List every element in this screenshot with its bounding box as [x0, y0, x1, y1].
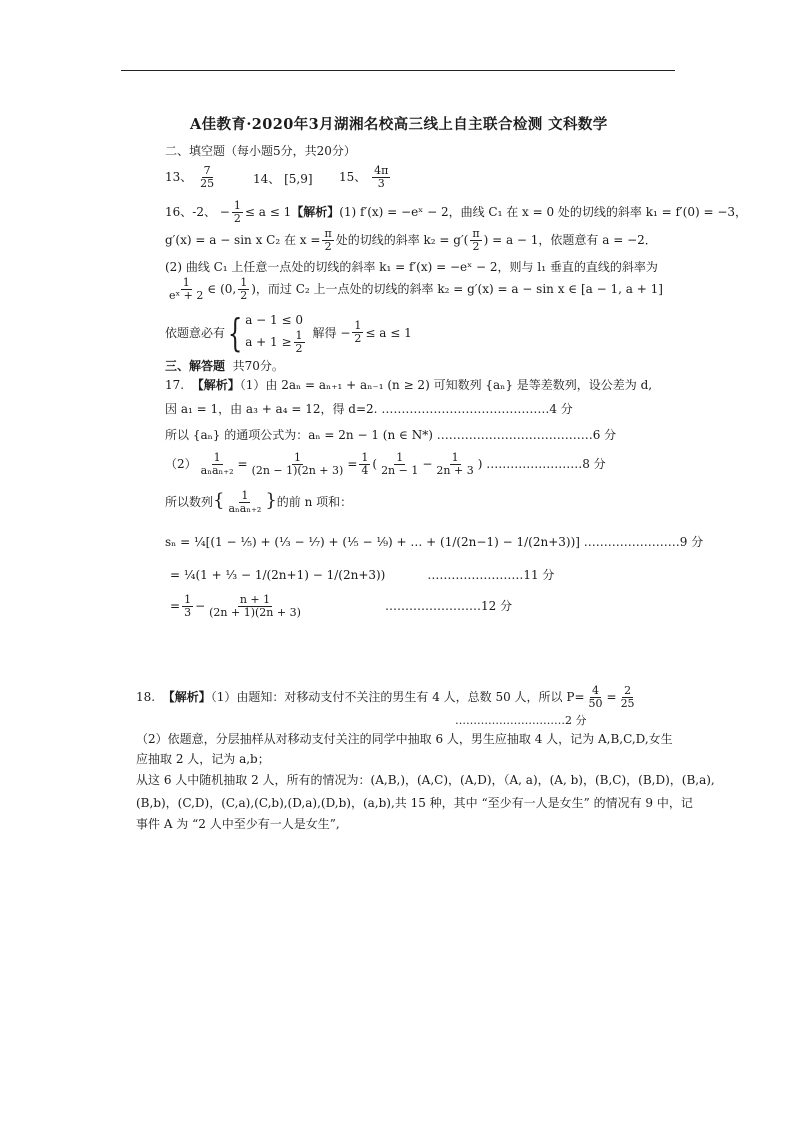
q18-text-1: （1）由题知：对移动支付不关注的男生有 4 人，总数 50 人，所以 P=: [210, 690, 585, 704]
q16-line-5: [165, 310, 412, 355]
q16-sys-row-2: [245, 330, 306, 355]
q18-line-6: 事件 A 为 “2 人中至少有一人是女生”,: [136, 817, 340, 831]
q16-text-4a: ∈ (0,: [207, 282, 237, 296]
q16-half-num: 1: [233, 199, 241, 212]
q17-final-minus: −: [195, 599, 206, 613]
q16-line-1: [165, 200, 747, 225]
q17-line-4: [165, 452, 606, 477]
q16-sol-den: 2: [354, 332, 362, 345]
q14-label: 14、: [253, 172, 281, 186]
q17-f3-den: 4: [361, 464, 369, 477]
sec3-tail: 共70分。: [232, 359, 284, 373]
q18-line-5: (B,b)，(C,D)，(C,a),(C,b),(D,a),(D,b)，(a,b),共 15 种，其中 “至少有一人是女生” 的情况有 9 中，记: [136, 796, 693, 810]
q16-half2-den: 2: [240, 289, 248, 302]
q17-series-frac: [226, 490, 263, 515]
q15-label: 15、: [339, 170, 367, 184]
q18-analysis-tag: 【解析】: [162, 690, 211, 704]
q15-num: 4π: [374, 164, 389, 177]
q17-final-f1-num: 1: [184, 593, 192, 606]
q17-text-1: （1）由 2aₙ = aₙ₊₁ + aₙ₋₁ (n ≥ 2) 可知数列 {aₙ} 是等差数列，设公差为 d,: [239, 378, 653, 392]
q17-final-f2-den: (2n + 1)(2n + 3): [209, 606, 301, 619]
q17-f1-num: 1: [213, 451, 221, 464]
q17-eq1: =: [237, 457, 248, 471]
q17-score-9: ……………………9 分: [583, 535, 704, 549]
q16-line-4: [165, 277, 663, 302]
q17-final-f2: [207, 594, 303, 619]
left-brace-icon: {: [227, 310, 243, 355]
q16-pi-num-2: π: [472, 227, 480, 240]
q16-line-2: [165, 228, 657, 253]
q18-line-1: [136, 685, 639, 710]
q18-f1-den: 50: [588, 697, 603, 710]
q17-f2-num: 1: [293, 451, 301, 464]
right-brace-icon: }: [265, 490, 277, 511]
q13-den: 25: [200, 177, 215, 190]
q17-text-5a: 所以数列: [165, 495, 214, 509]
q16-text-2a: g′(x) = a − sin x C₂ 在 x =: [165, 233, 321, 247]
q17-score-4: ……………………………………4 分: [381, 402, 573, 416]
q16-label: 16、-2、: [165, 205, 216, 219]
q17-f4: [379, 452, 420, 477]
q16-minus: −: [219, 205, 230, 219]
sec3-head: 三、解答题: [165, 359, 226, 373]
q18-line-3: 应抽取 2 人，记为 a,b；: [136, 752, 270, 766]
answer-13: [165, 165, 218, 190]
q16-recip-den: eˣ + 2: [169, 289, 204, 302]
q16-sys-den: 2: [295, 342, 303, 355]
q16-pi-den: 2: [324, 240, 332, 253]
q17-f2: [250, 452, 346, 477]
q17-score-6: …………………………………6 分: [436, 428, 617, 442]
q17-f5-num: 1: [451, 451, 459, 464]
q17-score-11: ……………………11 分: [427, 568, 555, 582]
q18-score-2: …………………………2 分: [455, 714, 587, 727]
q16-text-2c: ) = a − 1，依题意有 a = −2．: [483, 233, 657, 247]
q17-line-8: [170, 594, 512, 619]
q13-label: 13、: [165, 170, 193, 184]
left-brace-icon: {: [213, 490, 225, 511]
q17-f3: [359, 452, 370, 477]
q16-system: [165, 310, 412, 355]
q16-sys-frac: [294, 330, 305, 355]
q17-f3-num: 1: [361, 451, 369, 464]
q16-sol-num: 1: [354, 319, 362, 332]
q17-line-5: [165, 490, 352, 515]
q18-f1-num: 4: [592, 684, 599, 697]
q15-den: 3: [377, 177, 385, 190]
q17-final-f1-den: 3: [184, 606, 192, 619]
q16-text-5-mid: 解得 −: [312, 325, 351, 340]
section-answer-heading: [165, 357, 284, 375]
q18-f2-num: 2: [624, 684, 632, 697]
q17-score-8: ……………………8 分: [486, 457, 606, 471]
q18-line-4: 从这 6 人中随机抽取 2 人，所有的情况为：(A,B,)，(A,C)，(A,D)，（A, a)，(A, b)，(B,C)，(B,D)，(B,a),: [136, 773, 715, 787]
q16-recip-num: 1: [182, 276, 190, 289]
q17-f1-den: aₙaₙ₊₂: [200, 464, 234, 477]
q17-sum-expansion: sₙ = ¼[(1 − ⅕) + (⅓ − ⅐) + (⅕ − ⅑) + … + (1/(2n−1) − 1/(2n+3))]: [165, 535, 580, 549]
q17-f5-den: 2n + 3: [436, 464, 474, 477]
q16-text-2b: 处的切线的斜率 k₂ = g′(: [335, 233, 469, 247]
q18-eq: =: [606, 690, 617, 704]
q17-text-2: 因 a₁ = 1，由 a₃ + a₄ = 12，得 d=2.: [165, 402, 378, 416]
q14-value: [5,9]: [284, 172, 313, 186]
q17-line-6: [165, 533, 703, 551]
q17-text-3: 所以 {aₙ} 的通项公式为：aₙ = 2n − 1 (n ∈ N*): [165, 428, 433, 442]
q17-line-1: [165, 376, 652, 394]
q17-f5: [434, 452, 475, 477]
q16-text-5-lead: 依题意必有: [165, 325, 226, 340]
q18-f2: [619, 685, 637, 710]
q17-paren-open: (: [372, 457, 378, 471]
q16-text-1: (1) f′(x) = −eˣ − 2，曲线 C₁ 在 x = 0 处的切线的斜率 k₁ = f′(0) = −3，: [339, 205, 748, 219]
page-title: A佳教育·2020年3月湖湘名校高三线上自主联合检测 文科数学: [190, 116, 608, 133]
q16-half2-num: 1: [240, 276, 248, 289]
q16-text-5-tail: ≤ a ≤ 1: [365, 325, 412, 340]
q13-num: 7: [203, 164, 211, 177]
q17-sum-simplified: = ¼(1 + ⅓ − 1/(2n+1) − 1/(2n+3)): [170, 568, 386, 582]
q16-half: [232, 200, 243, 225]
q16-pi-half: [322, 228, 333, 253]
q18-line-2: （2）依题意，分层抽样从对移动支付关注的同学中抽取 6 人，男生应抽取 4 人，记为 A,B,C,D,女生: [136, 732, 673, 746]
answer-14: [253, 170, 313, 188]
q16-sys-row-1: a − 1 ≤ 0: [245, 313, 303, 327]
q17-eq2: =: [347, 457, 358, 471]
q16-pi-half-2: [470, 228, 481, 253]
q17-paren-close: ): [477, 457, 483, 471]
q17-eq-final: =: [170, 599, 181, 613]
q18-f2-den: 25: [620, 697, 635, 710]
q16-half-2: [238, 277, 249, 302]
q17-final-f2-num: n + 1: [239, 593, 271, 606]
q17-line-7: [170, 566, 554, 584]
q17-f4-num: 1: [396, 451, 404, 464]
q16-sys-num: 1: [295, 329, 303, 342]
q17-line-3: [165, 426, 616, 444]
q13-fraction: [198, 165, 216, 190]
q16-pi-num: π: [324, 227, 332, 240]
q17-series-den: aₙaₙ₊₂: [228, 502, 262, 515]
q16-analysis-tag: 【解析】: [291, 205, 340, 219]
q16-half-den: 2: [233, 212, 241, 225]
q16-line-3: (2) 曲线 C₁ 上任意一点处的切线的斜率 k₁ = f′(x) = −eˣ − 2，则与 l₁ 垂直的直线的斜率为: [165, 260, 658, 274]
q16-system-rows: [245, 310, 306, 355]
q17-text-4-lead: （2）: [165, 457, 197, 471]
q17-series-num: 1: [241, 489, 249, 502]
q17-line-2: [165, 400, 573, 418]
answer-15: [339, 165, 392, 190]
q17-f1: [199, 452, 236, 477]
q17-text-5b: 的前 n 项和：: [276, 495, 353, 509]
q16-sys-row-2a: a + 1 ≥: [245, 335, 292, 349]
q17-score-12: ……………………12 分: [384, 599, 513, 613]
q17-label: 17.: [165, 378, 185, 392]
section-fill-blank-heading: 二、填空题（每小题5分，共20分）: [165, 144, 356, 158]
q16-text-4b: )，而过 C₂ 上一点处的切线的斜率 k₂ = g′(x) = a − sin x ∈ [a − 1, a + 1]: [251, 282, 663, 296]
q16-ineq-tail: ≤ a ≤ 1: [244, 205, 292, 219]
q17-analysis-tag: 【解析】: [191, 378, 240, 392]
q16-sol-frac: [352, 320, 363, 345]
q18-label: 18.: [136, 690, 156, 704]
q17-f2-den: (2n − 1)(2n + 3): [251, 464, 344, 477]
q17-f4-den: 2n − 1: [381, 464, 419, 477]
q16-recip-frac: [167, 277, 205, 302]
q17-minus: −: [422, 457, 433, 471]
q17-final-f1: [182, 594, 193, 619]
header-rule: [121, 70, 675, 71]
q16-pi-den-2: 2: [472, 240, 480, 253]
q15-fraction: [372, 165, 390, 190]
q18-f1: [587, 685, 605, 710]
